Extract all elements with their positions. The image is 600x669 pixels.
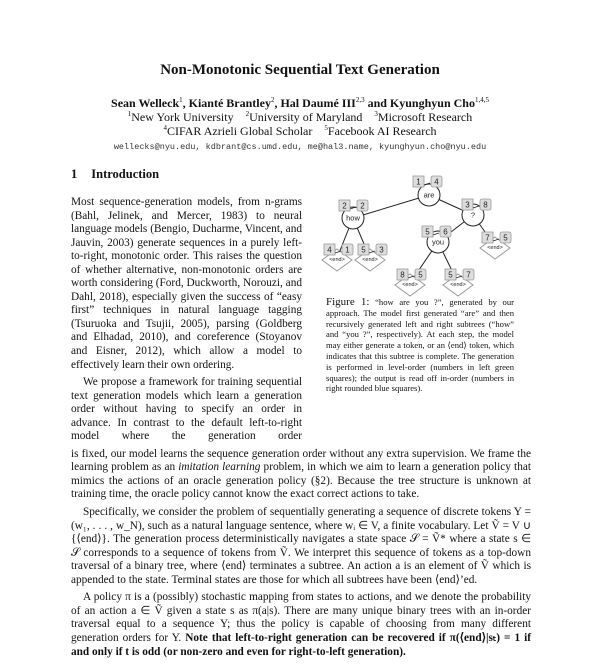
author: Sean Welleck$^1$, [111, 96, 189, 110]
author: Kyunghyun Cho$^{1,4,5}$ [389, 96, 489, 110]
order-number: 2 [342, 201, 347, 211]
figure-tree-diagram [302, 170, 517, 295]
figure-caption-text: “how are you ?”, generated by our approach. The model first generated “are” and then recursively generated left and right subtrees (“how” and “you ?”, respectively). At each step, the model may either generate a token, or an ⟨end⟩ token, which indicates that this subtree is complete. The generation is performed in level-order (numbers in left green squares); the output is read off in-order (numbers in right rounded blue squares). [326, 297, 514, 394]
figure-caption [326, 297, 514, 394]
order-number: 3 [379, 245, 384, 255]
paper-body [71, 166, 531, 669]
order-number: 7 [485, 233, 490, 243]
order-number: 5 [361, 245, 366, 255]
affiliation: $^2$University of Maryland [245, 110, 363, 124]
order-number: 5 [425, 227, 430, 237]
affiliations-line-1 [0, 110, 600, 125]
order-number: 8 [483, 200, 488, 210]
affiliations-line-2 [0, 124, 600, 139]
end-token: <end> [402, 282, 418, 288]
left-column [71, 166, 302, 444]
order-number: 1 [416, 177, 421, 187]
node-token: ? [470, 210, 476, 220]
author: Kianté Brantley$^2$, [188, 96, 281, 110]
node-token: you [431, 237, 445, 247]
author-list [0, 96, 600, 111]
end-token: <end> [450, 282, 466, 288]
order-number: 6 [443, 227, 448, 237]
paragraph-intro: Most sequence-generation models, from n-grams (Bahl, Jelinek, and Mercer, 1983) to neural language models (Bengio, Ducharme, Vincent, and Jauvin, 2003) generate sequences in a purely left-to-right, monotonic order. This raises the question of whether alternative, non-monotonic orders are worth considering (Ford, Duckworth, Norouzi, and Dahl, 2018), especially given the success of “easy first” techniques in natural language tagging (Tsuruoka and Tsujii, 2005), parsing (Goldberg and Elhadad, 2010), and coreference (Stoyanov and Eisner, 2012), which allow a model to effectively learn their own ordering. [71, 196, 302, 371]
paragraph-policy: A policy π is a (possibly) stochastic mapping from states to actions, and we denote the probability of an action a ∈ Ṽ given a state s as π(a|s). There are many unique binary trees with an in-order traversal equal to a sequence Y; thus the policy is capable of choosing from many different generation orders for Y. Note that left-to-right generation can be recovered if π(⟨end⟩|sₜ) = 1 if and only if t is odd (or non-zero and even for right-to-left generation). [71, 591, 531, 658]
node-token: how [346, 213, 360, 223]
order-number: 2 [360, 201, 365, 211]
order-number: 4 [434, 177, 439, 187]
order-number: 3 [465, 200, 470, 210]
affiliation: $^1$New York University [127, 110, 234, 124]
author: Hal Daumé III$^{2,3}$ and [280, 96, 390, 110]
paper-title: Non-Monotonic Sequential Text Generation [160, 62, 440, 78]
order-number: 1 [345, 245, 350, 255]
node-token: are [423, 190, 435, 200]
affiliation: $^4$CIFAR Azrieli Global Scholar [163, 124, 313, 138]
author-emails: wellecks@nyu.edu, kdbrant@cs.umd.edu, me@hal3.name, kyunghyun.cho@nyu.edu [113, 142, 487, 152]
end-token: <end> [487, 245, 503, 251]
end-token: <end> [362, 257, 378, 263]
order-number: 8 [400, 270, 405, 280]
section-heading: 1 Introduction [71, 167, 160, 181]
end-token: <end> [329, 257, 345, 263]
figure-label: Figure 1: [326, 296, 370, 308]
order-number: 5 [418, 270, 423, 280]
figure-column [320, 170, 531, 394]
two-column-section [71, 166, 531, 444]
order-number: 7 [466, 270, 471, 280]
affiliation: $^3$Microsoft Research [374, 110, 473, 124]
order-number: 5 [503, 233, 508, 243]
paragraph-proposal-start: We propose a framework for training sequential text generation models which learn a generation order without having to specify an order in advance. In contrast to the default left-to-right model where the generation order [71, 376, 302, 443]
order-number: 4 [327, 245, 332, 255]
paragraph-problem-setup: Specifically, we consider the problem of sequentially generating a sequence of discrete tokens Y = (w₁, . . . , w_N), such as a natural language sentence, where wᵢ ∈ V, a finite vocabulary. Let Ṽ = V ∪ {⟨end⟩}. The generation process deterministically navigates a state space 𝒮 = Ṽ* where a state s ∈ 𝒮 corresponds to a sequence of tokens from Ṽ. We interpret this sequence of tokens as a top-down traversal of a binary tree, where ⟨end⟩ terminates a subtree. An action a is an element of Ṽ which is appended to the state. Terminal states are those for which all subtrees have been ⟨end⟩’ed. [71, 506, 531, 586]
full-width-body [71, 448, 531, 659]
affiliation: $^5$Facebook AI Research [324, 124, 437, 138]
paragraph-proposal-continued: is fixed, our model learns the sequence generation order without any extra supervision. We frame the learning problem as an imitation learning problem, in which we aim to learn a generation policy that mimics the actions of an oracle generation policy (§2). Because the tree structure is unknown at training time, the oracle policy cannot know the exact correct actions to take. [71, 447, 531, 501]
order-number: 5 [448, 270, 453, 280]
